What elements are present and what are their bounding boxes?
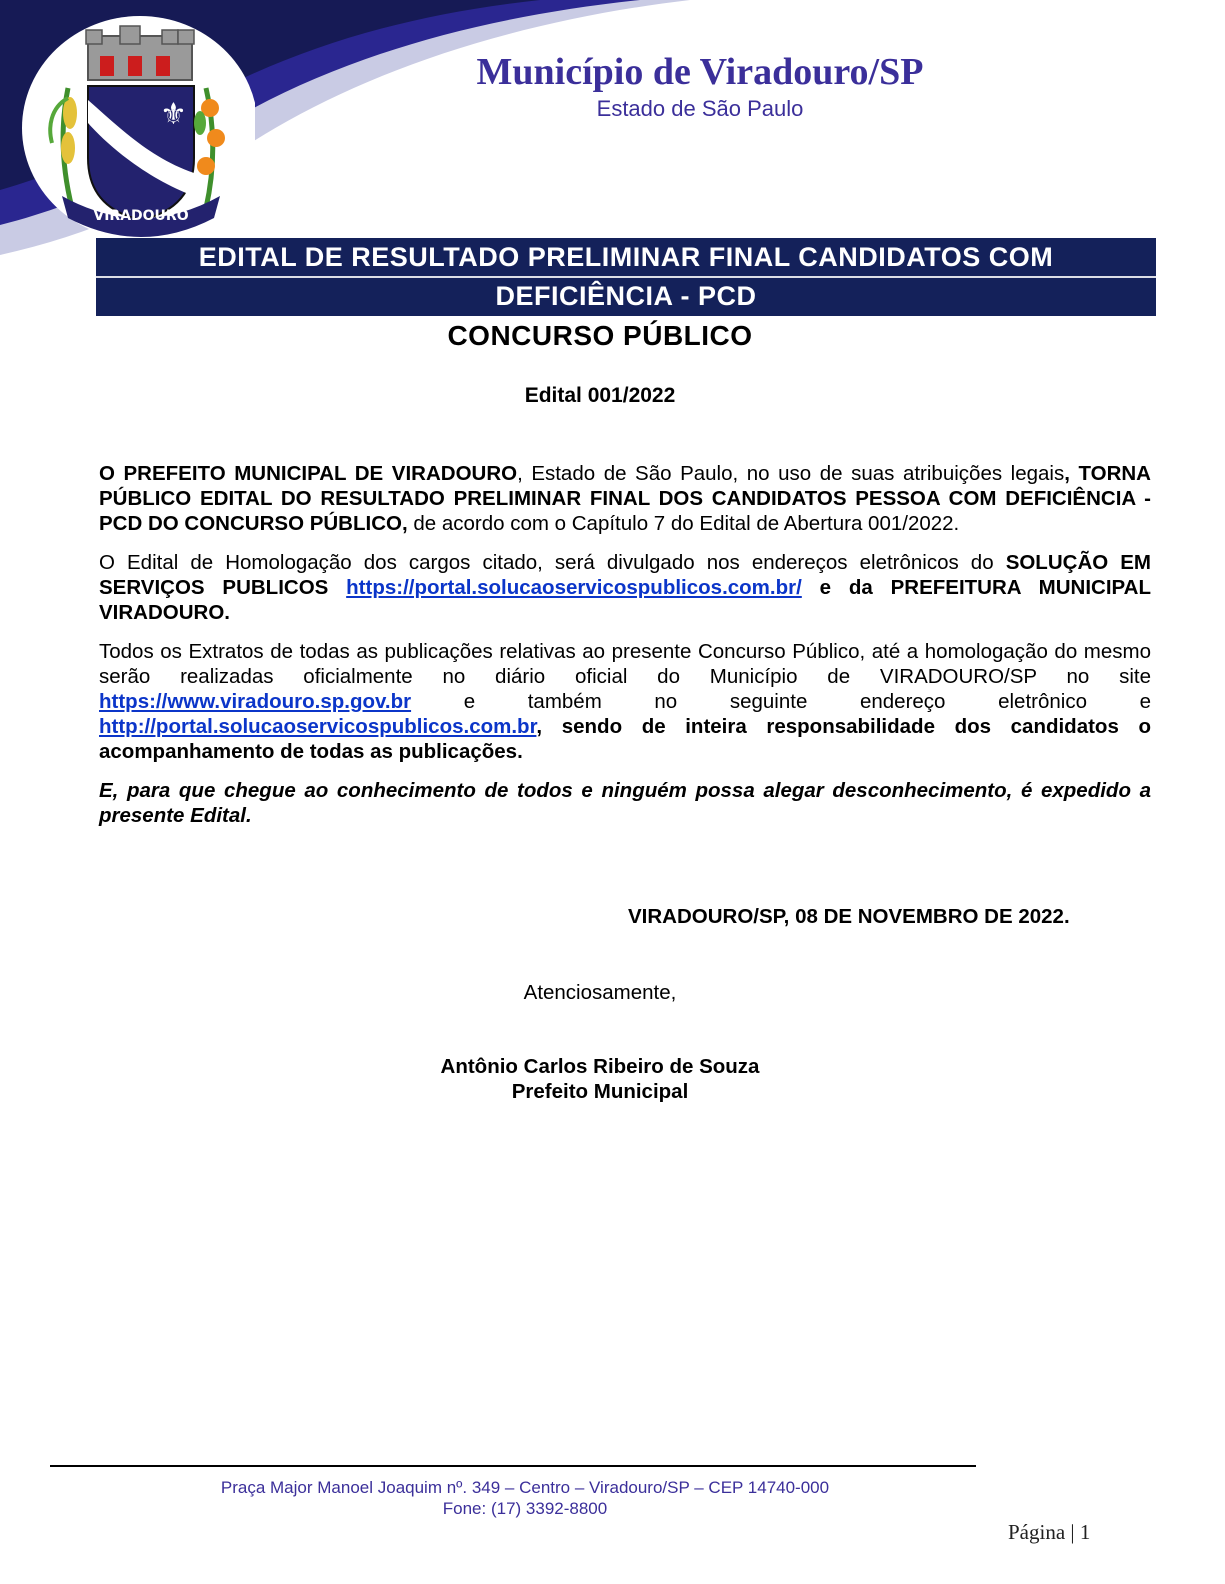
paragraph-1: O PREFEITO MUNICIPAL DE VIRADOURO, Estado de São Paulo, no uso de suas atribuições legais, TORNA PÚBLICO EDITAL DO RESULTADO PRELIMINAR FINAL DOS CANDIDATOS PESSOA COM DEFICIÊNCIA - PCD DO CONCURSO PÚBLICO, de acordo com o Capítulo 7 do Edital de Abertura 001/2022. — [99, 462, 1151, 535]
municipal-seal-logo — [10, 8, 255, 243]
page-number: Página | 1 — [1008, 1520, 1091, 1544]
solucao-portal-link[interactable]: https://portal.solucaoservicospublicos.com.br/ — [346, 576, 802, 599]
state-subtitle: Estado de São Paulo — [596, 96, 804, 121]
solucao-portal-link-2[interactable]: http://portal.solucaoservicospublicos.com.br — [99, 715, 537, 738]
paragraph-3: Todos os Extratos de todas as publicações relativas ao presente Concurso Público, até a homologação do mesmo serão realizadas oficialmente no diário oficial do Município de VIRADOURO/SP no site https://www.viradouro.sp.gov.br e também no seguinte endereço eletrônico e http://portal.solucaoservicospublicos.com.br, sendo de inteira responsabilidade dos candidatos o acompanhamento de todas as publicações. — [99, 640, 1151, 763]
seal-ribbon-text: VIRADOURO — [93, 208, 189, 224]
concurso-heading: CONCURSO PÚBLICO — [447, 320, 753, 351]
viradouro-site-link[interactable]: https://www.viradouro.sp.gov.br — [99, 690, 412, 713]
crown-icon — [86, 26, 194, 80]
shield-icon — [88, 86, 194, 220]
document-body — [99, 461, 1151, 842]
banner-line-1: EDITAL DE RESULTADO PRELIMINAR FINAL CANDIDATOS COM — [198, 242, 1054, 272]
svg-text:⚜: ⚜ — [160, 97, 187, 132]
document-title-banner — [96, 238, 1156, 316]
footer-address: Praça Major Manoel Joaquim nº. 349 – Centro – Viradouro/SP – CEP 14740-000 — [220, 1478, 830, 1497]
paragraph-2: O Edital de Homologação dos cargos citado, será divulgado nos endereços eletrônicos do SOLUÇÃO EM SERVIÇOS PUBLICOS https://portal.solucaoservicospublicos.com.br/ e da PREFEITURA MUNICIPAL VIRADOURO. — [99, 551, 1152, 624]
closing-paragraph: E, para que chegue ao conhecimento de todos e ninguém possa alegar desconhecimento, é expedido a presente Edital. — [99, 779, 1151, 827]
regards: Atenciosamente, — [523, 981, 677, 1004]
signatory-name: Antônio Carlos Ribeiro de Souza — [440, 1055, 760, 1078]
signatory-role: Prefeito Municipal — [511, 1080, 689, 1103]
edital-number: Edital 001/2022 — [524, 384, 676, 407]
document-date: VIRADOURO/SP, 08 DE NOVEMBRO DE 2022. — [628, 905, 1070, 928]
footer-phone: Fone: (17) 3392-8800 — [442, 1499, 608, 1518]
municipality-title: Município de Viradouro/SP — [476, 51, 924, 93]
banner-line-2: DEFICIÊNCIA - PCD — [495, 281, 757, 311]
footer-divider — [50, 1465, 976, 1467]
